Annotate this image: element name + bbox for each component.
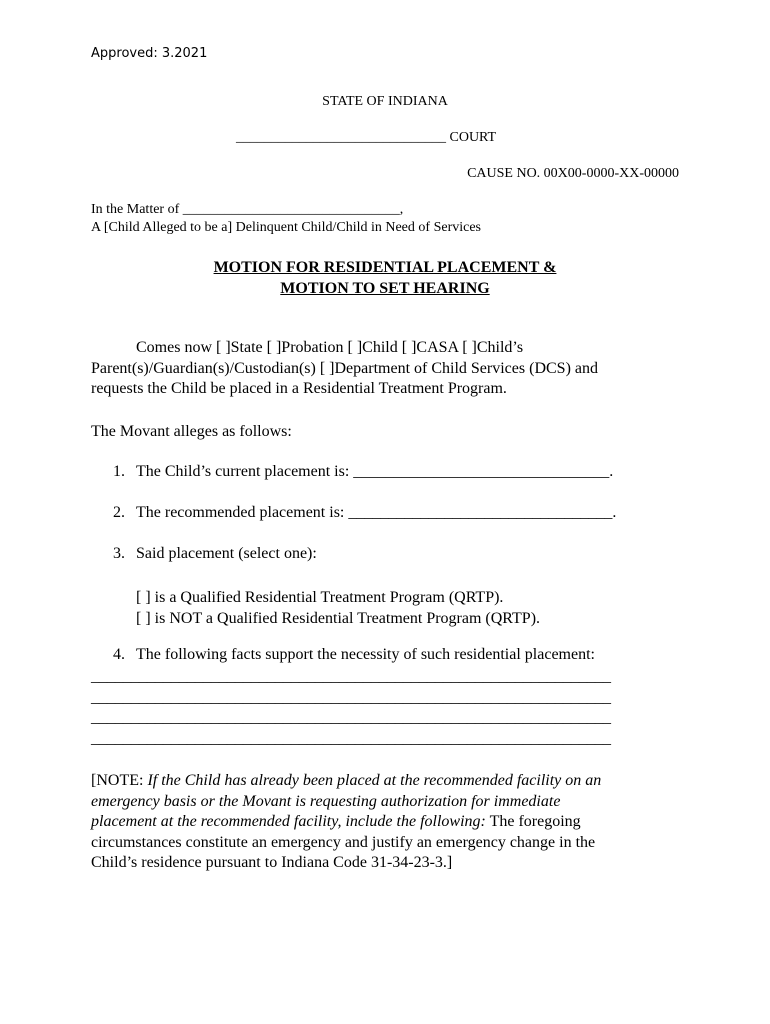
item-number: 4. <box>113 646 125 663</box>
intro-paragraph <box>91 338 598 400</box>
matter-line-1: In the Matter of _______________________________, <box>91 202 404 217</box>
blank-line: _________________________________________________________________ <box>91 668 611 685</box>
item-text: The Child’s current placement is: ________________________________. <box>136 463 614 480</box>
document-title-line-1: MOTION FOR RESIDENTIAL PLACEMENT & <box>213 259 557 276</box>
list-item <box>113 504 616 522</box>
intro-line-3: requests the Child be placed in a Residential Treatment Program. <box>91 380 507 397</box>
facts-blank-lines <box>91 667 611 749</box>
matter-line-2: A [Child Alleged to be a] Delinquent Child/Child in Need of Services <box>91 220 481 235</box>
note-line-1 <box>91 771 601 792</box>
item-text: The following facts support the necessity of such residential placement: <box>136 646 595 663</box>
item-number: 3. <box>113 545 125 562</box>
blank-line: _________________________________________________________________ <box>91 688 611 706</box>
approved-date: Approved: 3.2021 <box>91 46 208 61</box>
note-line-5: Child’s residence pursuant to Indiana Code 31-34-23-3.] <box>91 854 453 871</box>
matter-caption <box>91 201 481 237</box>
list-item <box>113 646 595 664</box>
court-line: ______________________________ COURT <box>236 130 497 145</box>
alleges-heading: The Movant alleges as follows: <box>91 423 292 440</box>
cause-number: CAUSE NO. 00X00-0000-XX-00000 <box>467 166 679 181</box>
note-line-2 <box>91 792 601 813</box>
note-line-4: circumstances constitute an emergency and justify an emergency change in the <box>91 833 596 851</box>
list-item <box>113 463 613 481</box>
note-paragraph <box>91 771 601 874</box>
placement-options <box>136 587 540 629</box>
item-number: 2. <box>113 504 125 521</box>
note-italic-1: If the Child has already been placed at the recommended facility on an <box>147 772 602 789</box>
item-number: 1. <box>113 463 125 480</box>
blank-line: _________________________________________________________________ <box>91 709 611 726</box>
item-text: The recommended placement is: _________________________________. <box>136 504 617 521</box>
intro-line-1: Comes now [ ]State [ ]Probation [ ]Child [ ]CASA [ ]Child’s <box>136 339 524 356</box>
list-item <box>113 545 317 563</box>
item-text: Said placement (select one): <box>136 545 317 562</box>
note-italic-2: emergency basis or the Movant is requesting authorization for immediate <box>91 792 561 810</box>
state-heading: STATE OF INDIANA <box>322 94 448 109</box>
option-qrtp: [ ] is a Qualified Residential Treatment Program (QRTP). <box>136 589 504 606</box>
document-title-line-2: MOTION TO SET HEARING <box>280 280 490 297</box>
intro-line-2: Parent(s)/Guardian(s)/Custodian(s) [ ]Department of Child Services (DCS) and <box>91 359 598 377</box>
note-text-3: The foregoing <box>485 813 581 830</box>
option-not-qrtp: [ ] is NOT a Qualified Residential Treatment Program (QRTP). <box>136 610 541 627</box>
note-line-3 <box>91 812 601 833</box>
note-label: [NOTE: <box>91 772 148 789</box>
blank-line: _________________________________________________________________ <box>91 729 611 747</box>
note-italic-3: placement at the recommended facility, include the following: <box>91 813 486 830</box>
